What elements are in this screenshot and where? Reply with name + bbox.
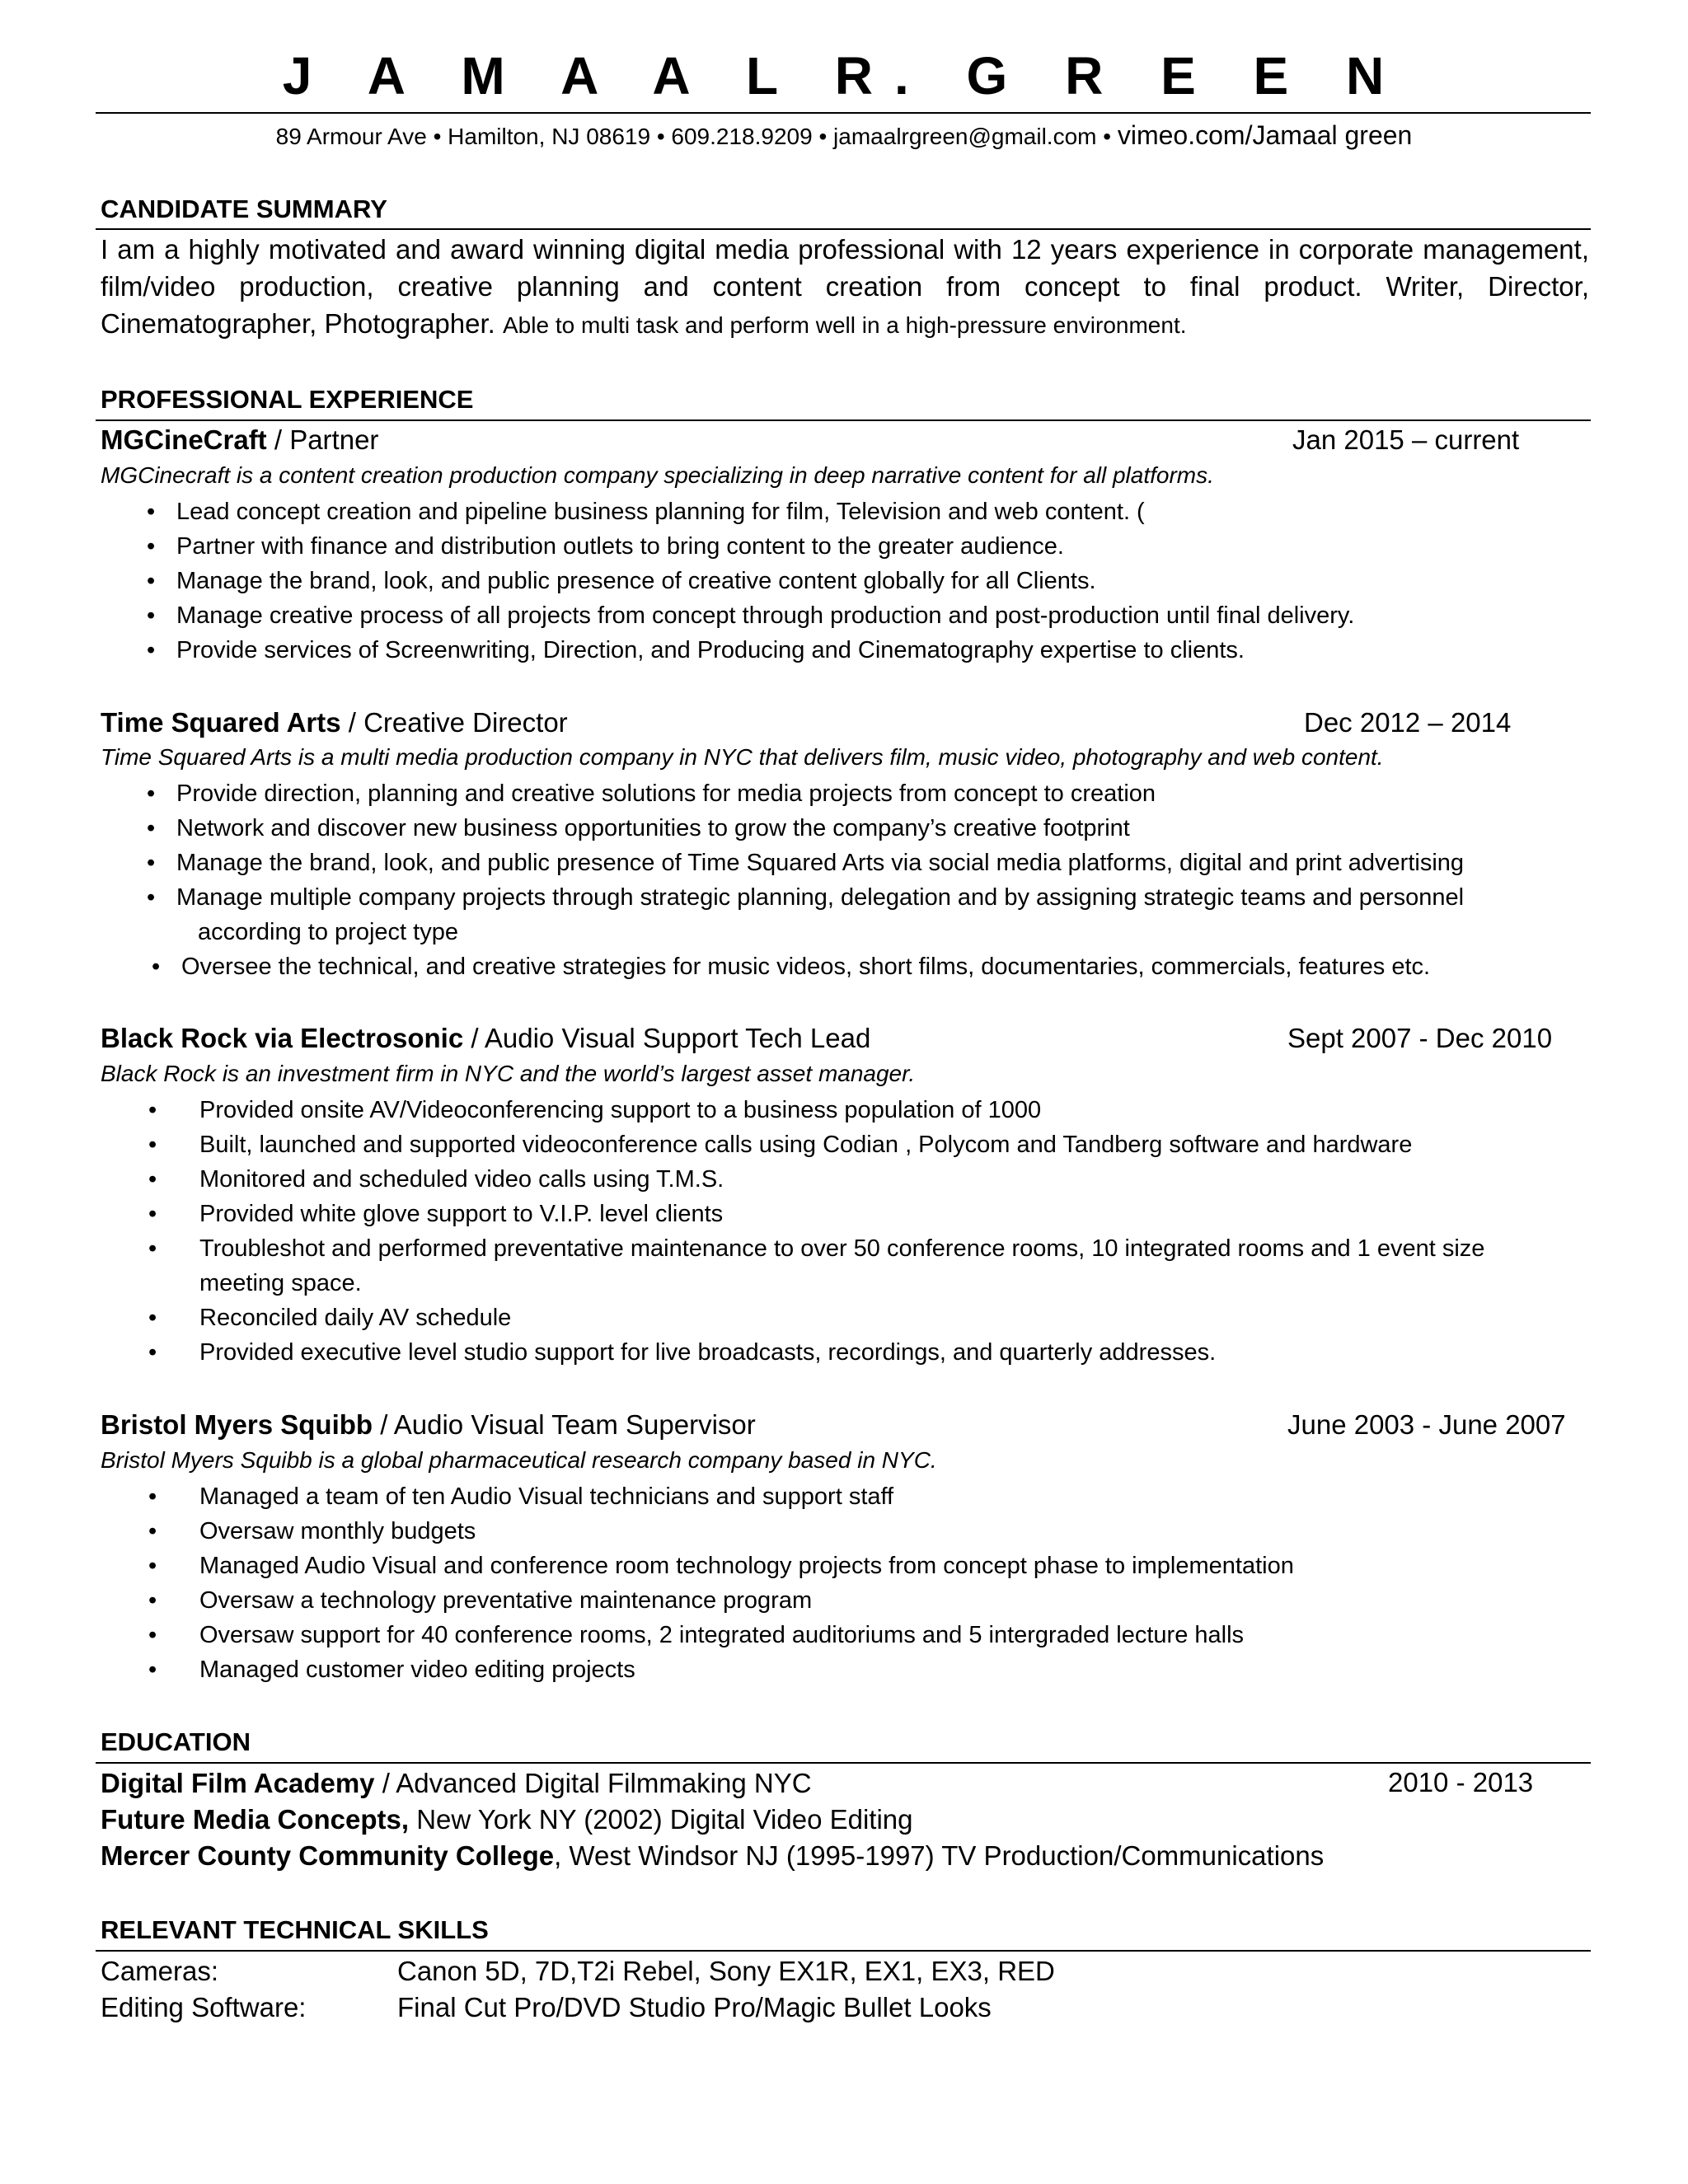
education-divider: [96, 1762, 1591, 1764]
skills-heading: RELEVANT TECHNICAL SKILLS: [101, 1915, 489, 1944]
education-heading: EDUCATION: [101, 1727, 251, 1756]
job-role: / Partner: [266, 424, 379, 455]
education-detail: New York NY (2002) Digital Video Editing: [409, 1804, 913, 1835]
education-detail: , West Windsor NJ (1995-1997) TV Production/Communications: [554, 1840, 1325, 1871]
job-role: / Audio Visual Support Tech Lead: [463, 1023, 871, 1053]
experience-divider: [96, 419, 1591, 421]
summary-heading: CANDIDATE SUMMARY: [101, 194, 387, 223]
job-company: Bristol Myers Squibb: [101, 1409, 373, 1440]
job-role: / Audio Visual Team Supervisor: [373, 1409, 756, 1440]
job-company: MGCineCraft: [101, 424, 267, 455]
bullet-icon: •: [148, 1518, 157, 1544]
bullet-icon: •: [147, 602, 156, 629]
bullet-icon: •: [148, 1097, 157, 1123]
job-title: [101, 705, 568, 740]
summary-text: [101, 231, 1589, 344]
summary-main: I am a highly motivated and award winning digital media professional with 12 years experience in corporate management, film/video production, creative planning and content creation from concept to final product. Writer, Director, Cinematographer, Photographer.: [101, 234, 1589, 339]
education-school: Future Media Concepts,: [101, 1804, 410, 1835]
education-entry: [101, 1802, 913, 1838]
job-dates: Jan 2015 – current: [1292, 424, 1520, 455]
skill-value: Canon 5D, 7D,T2i Rebel, Sony EX1R, EX1, EX3, RED: [397, 1956, 1055, 1986]
bullet-icon: •: [148, 1483, 157, 1510]
bullet-icon: •: [148, 1553, 157, 1579]
bullet-icon: •: [152, 954, 161, 980]
contact-website: vimeo.com/Jamaal green: [1117, 120, 1413, 150]
skill-value: Final Cut Pro/DVD Studio Pro/Magic Bullet Looks: [397, 1992, 992, 2022]
job-dates: Sept 2007 - Dec 2010: [1287, 1023, 1553, 1053]
experience-heading: PROFESSIONAL EXPERIENCE: [101, 385, 474, 414]
bullet-icon: •: [147, 815, 156, 841]
resume-page: J A M A A L R. G R E E N 89 Armour Ave • Hamilton, NJ 08619 • 609.218.9209 • jamaalrgreen@gmail.com • vimeo.com/Jamaal green CANDIDATE SUMMARY I am a highly motivated and award winning digital media professional with 12 years experience in corporate management, film/video production, creative planning and content creation from concept to final product. Writer, Director, Cinematographer, Photographer. Able to multi task and perform well in a high-pressure environment. PROFESSIONAL EXPERIENCE MGCineCraft / Partner Jan 2015 – current MGCinecraft is a content creation production company specializing in deep narrative content for all platforms. • Lead concept creation and pipeline business planning for film, Television and web content. ( • Partner with finance and distribution outlets to bring content to the greater audience. • Manage the brand, look, and public presence of creative content globally for all Clients. • Manage creative process of all projects from concept through production and post-production until final delivery. • Provide services of Screenwriting, Direction, and Producing and Cinematography expertise to clients. Time Squared Arts / Creative Director Dec 2012 – 2014 Time Squared Arts is a multi media production company in NYC that delivers film, music video, photography and web content. • Provide direction, planning and creative solutions for media projects from concept to creation • Network and discover new business opportunities to grow the company’s creative footprint • Manage the brand, look, and public presence of Time Squared Arts via social media platforms, digital and print advertising • Manage multiple company projects through strategic planning, delegation and by assigning strategic teams and personnel according to project type • Oversee the technical, and creative strategies for music videos, short films, documentaries, commercials, features etc. Black Rock via Electrosonic / Audio Visual Support Tech Lead Sept 2007 - Dec 2010 Black Rock is an investment firm in NYC and the world’s largest asset manager. • Provided onsite AV/Videoconferencing support to a business population of 1000 • Built, launched and supported videoconference calls using Codian , Polycom and Tandberg software and hardware • Monitored and scheduled video calls using T.M.S. • Provided white glove support to V.I.P. level clients • Troubleshot and performed preventative maintenance to over 50 conference rooms, 10 integrated rooms and 1 event size meeting space. • Reconciled daily AV schedule • Provided executive level studio support for live broadcasts, recordings, and quarterly addresses. Bristol Myers Squibb / Audio Visual Team Supervisor June 2003 - June 2007 Bristol Myers Squibb is a global pharmaceutical research company based in NYC. • Managed a team of ten Audio Visual technicians and support staff • Oversaw monthly budgets • Managed Audio Visual and conference room technology projects from concept phase to implementation • Oversaw a technology preventative maintenance program • Oversaw support for 40 conference rooms, 2 integrated auditoriums and 5 intergraded lecture halls • Managed customer video editing projects EDUCATION Digital Film Academy / Advanced Digital Filmmaking NYC 2010 - 2013 Future Media Concepts, New York NY (2002) Digital Video Editing Mercer County Community College, West Windsor NJ (1995-1997) TV Production/Communications RELEVANT TECHNICAL SKILLS Cameras: Canon 5D, 7D,T2i Rebel, Sony EX1R, EX1, EX3, RED Editing Software: Final Cut Pro/DVD Studio Pro/Magic Bullet Looks: [0, 0, 1688, 2184]
bullet-icon: •: [148, 1166, 157, 1193]
job-title: [101, 1021, 870, 1056]
job-description: Black Rock is an investment firm in NYC and the world’s largest asset manager.: [101, 1061, 916, 1086]
skill-label: Editing Software:: [101, 1992, 307, 2022]
bullet-icon: •: [148, 1622, 157, 1648]
bullet-icon: •: [148, 1201, 157, 1227]
bullet-icon: •: [147, 884, 156, 911]
job-description: MGCinecraft is a content creation production company specializing in deep narrative content for all platforms.: [101, 462, 1214, 488]
bullet-icon: •: [147, 850, 156, 876]
bullet-icon: •: [148, 1132, 157, 1158]
bullet-icon: •: [147, 637, 156, 663]
header-divider: [96, 112, 1591, 114]
skills-divider: [96, 1950, 1591, 1952]
education-detail: / Advanced Digital Filmmaking NYC: [374, 1768, 812, 1798]
job-title: [101, 1408, 756, 1442]
job-company: Time Squared Arts: [101, 707, 341, 738]
candidate-name: J A M A A L R. G R E E N: [282, 46, 1406, 105]
job-dates: Dec 2012 – 2014: [1304, 707, 1512, 738]
contact-line: [0, 119, 1688, 153]
bullet-icon: •: [148, 1587, 157, 1614]
education-school: Mercer County Community College: [101, 1840, 555, 1871]
job-company: Black Rock via Electrosonic: [101, 1023, 464, 1053]
skill-label: Cameras:: [101, 1956, 219, 1986]
education-dates: 2010 - 2013: [1388, 1767, 1534, 1797]
bullet-icon: •: [147, 499, 156, 525]
summary-divider: [96, 228, 1591, 230]
bullet-icon: •: [147, 568, 156, 594]
job-title: [101, 423, 378, 457]
bullet-icon: •: [148, 1305, 157, 1331]
education-school: Digital Film Academy: [101, 1768, 375, 1798]
bullet-icon: •: [147, 533, 156, 560]
job-role: / Creative Director: [340, 707, 568, 738]
bullet-icon: •: [148, 1235, 157, 1262]
job-dates: June 2003 - June 2007: [1287, 1409, 1566, 1440]
education-entry: [101, 1838, 1324, 1874]
summary-small: Able to multi task and perform well in a high-pressure environment.: [503, 312, 1187, 338]
bullet-icon: •: [147, 780, 156, 807]
education-entry: [101, 1765, 812, 1802]
contact-details: 89 Armour Ave • Hamilton, NJ 08619 • 609.218.9209 • jamaalrgreen@gmail.com •: [275, 124, 1112, 149]
job-description: Time Squared Arts is a multi media production company in NYC that delivers film, music video, photography and web content.: [101, 744, 1384, 770]
job-description: Bristol Myers Squibb is a global pharmaceutical research company based in NYC.: [101, 1447, 937, 1473]
bullet-icon: •: [148, 1657, 157, 1683]
bullet-icon: •: [148, 1339, 157, 1366]
